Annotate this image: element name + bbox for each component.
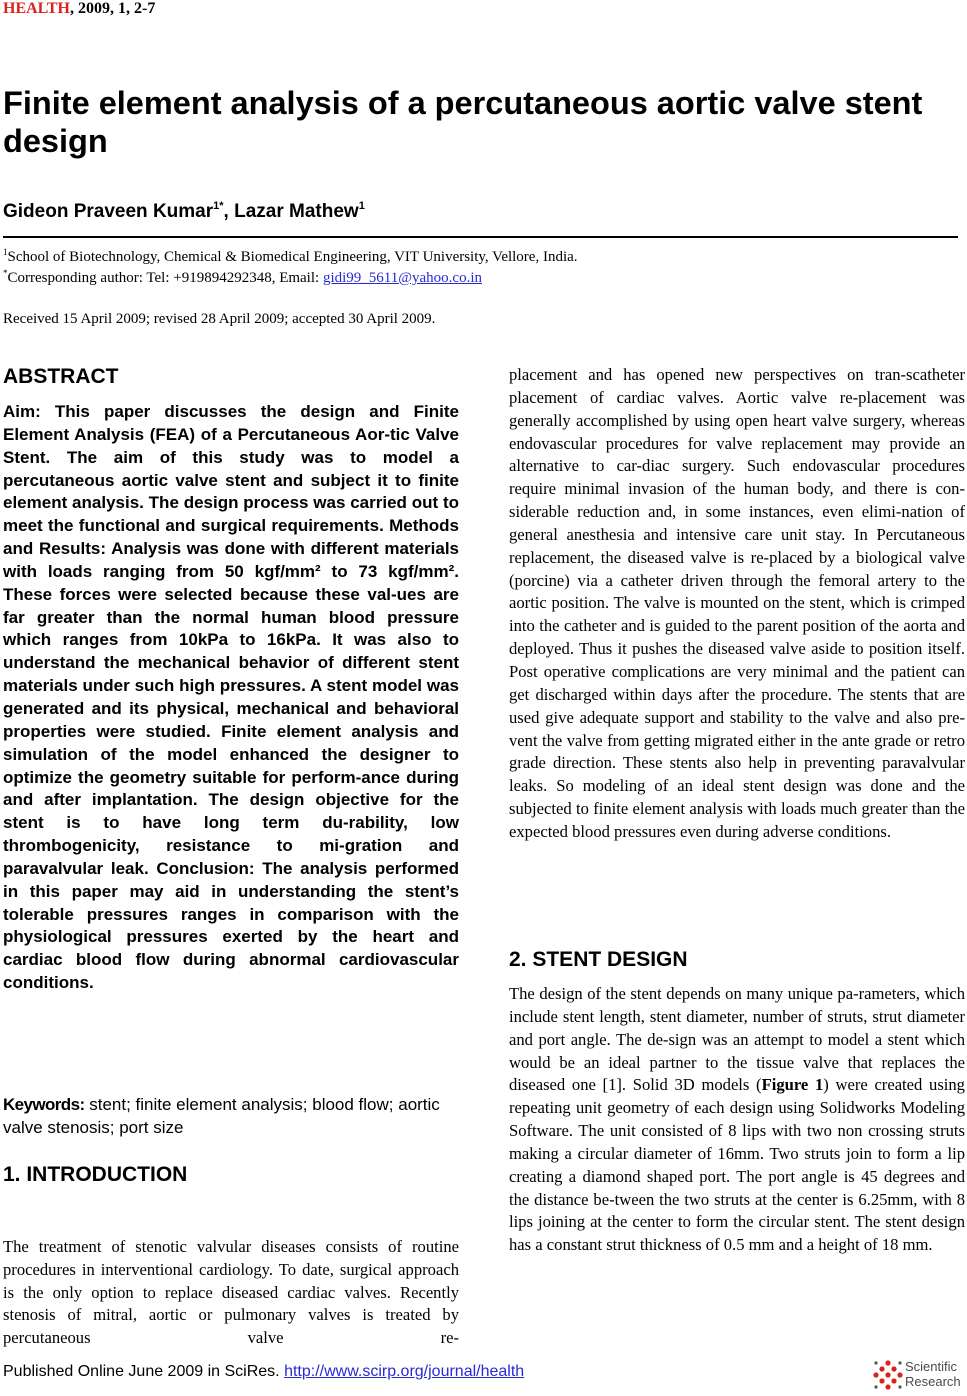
keywords <box>3 1093 459 1139</box>
introduction-text: The treatment of stenotic valvular diseases consists of routine procedures in interventional cardiology. To date, surgical approach is the only option to replace diseased cardiac valves. Recently stenosis of mitral, aortic or pulmonary valves is treated by percutaneous valve re- <box>3 1237 459 1348</box>
stent-design-text-part2: ) were created using repeating unit geometry of each design using Solidworks Modeling Software. The unit consisted of 8 lips with two non crossing struts making a circular diameter of 16mm. Two struts join to form a lip creating a diamond shaped port. The port angle is 45 degrees and the distance be-tween the two struts at the center is 6.25mm, with 8 lips joining at the center to form the circular stent. The stent design has a constant strut thickness of 0.5 mm and a height of 18 mm. <box>509 1075 965 1255</box>
stent-design-text-part1: The design of the stent depends on many unique pa-rameters, which include stent length, stent diameter, number of struts, strut diameter and port angle. The de-sign was an attempt to model a stent which would be an ideal partner to the tissue valve that replaces the diseased one [1]. Solid 3D models ( <box>509 984 965 1095</box>
logo-line-1: Scientific <box>905 1359 958 1374</box>
stent-design-text <box>509 983 965 1257</box>
author-2-affiliation-mark: 1 <box>358 200 365 212</box>
corresponding-mark: * <box>3 268 8 278</box>
received-dates: Received 15 April 2009; revised 28 April 2009; accepted 30 April 2009. <box>3 311 436 327</box>
keywords-text: stent; finite element analysis; blood flow; aortic valve stenosis; port size <box>3 1095 440 1137</box>
author-separator: , <box>223 201 235 222</box>
journal-header <box>3 0 155 18</box>
introduction-heading: 1. INTRODUCTION <box>3 1163 188 1186</box>
affiliation-text: School of Biotechnology, Chemical & Biomedical Engineering, VIT University, Vellore, India. <box>7 249 578 265</box>
footer-text: Published Online June 2009 in SciRes. <box>3 1363 285 1380</box>
keywords-label: Keywords: <box>3 1095 85 1114</box>
paper-title: Finite element analysis of a percutaneous aortic valve stent design <box>3 85 923 159</box>
scientific-research-logo <box>873 1357 965 1393</box>
corresponding-author <box>3 268 482 288</box>
author-2-name: Lazar Mathew <box>234 201 359 222</box>
email-link[interactable]: gidi99_5611@yahoo.co.in <box>322 270 483 286</box>
abstract-heading: ABSTRACT <box>3 365 119 388</box>
journal-url-link[interactable]: http://www.scirp.org/journal/health <box>284 1363 525 1380</box>
corresponding-text: Corresponding author: Tel: +919894292348, Email: <box>7 270 323 286</box>
author-list <box>3 201 365 223</box>
journal-citation: , 2009, 1, 2-7 <box>70 0 156 17</box>
journal-name: HEALTH <box>3 0 70 17</box>
figure-reference[interactable]: Figure 1 <box>761 1075 824 1095</box>
author-1-name: Gideon Praveen Kumar <box>3 201 214 222</box>
abstract-text: Aim: This paper discusses the design and Finite Element Analysis (FEA) of a Percutaneous Aor-tic Valve Stent. The aim of this study was to model a percutaneous aortic valve stent and subject it to finite element analysis. The design process was carried out to meet the functional and surgical requirements. Methods and Results: Analysis was done with different materials with loads ranging from 50 kgf/mm² to 73 kgf/mm². These forces were selected because these val-ues are far greater than the normal human blood pressure which ranges from 10kPa to 16kPa. It was also to understand the mechanical behavior of different stent materials under such high pressures. A stent model was generated and its physical, mechanical and behavioral properties were studied. Finite element analysis and simulation of the model enhanced the designer to optimize the geometry suitable for perform-ance during and after implantation. The design objective for the stent is to have long term du-rability, low thrombogenicity, resistance to mi-gration and paravalvular leak. Conclusion: The analysis performed in this paper may aid in understanding the stent’s tolerable pressures ranges in comparison with the physiological pressures exerted by the heart and cardiac blood flow during abnormal cardiovascular conditions. <box>3 402 459 993</box>
author-1-affiliation-mark: 1* <box>213 200 224 212</box>
affiliation <box>3 247 578 267</box>
logo-text <box>905 1359 961 1389</box>
page-footer <box>3 1363 524 1381</box>
stent-design-heading: 2. STENT DESIGN <box>509 948 688 971</box>
scirp-logo-icon <box>873 1359 903 1393</box>
header-divider <box>3 236 958 238</box>
introduction-continued-text: placement and has opened new perspectives on tran-scatheter placement of cardiac valves. Aortic valve re-placement was generally accomplished by using open heart valve surgery, whereas endovascular procedures for valve replacement may provide an alternative to car-diac surgery. Such endovascular procedures require minimal invasion of the human body, and there is con-siderable reduction and, in some instances, even elimi-nation of general anesthesia and intensive care unit stay. In Percutaneous replacement, the diseased valve is re-placed by a biological valve (porcine) via a catheter driven through the femoral artery to the aortic position. The valve is mounted on the stent, which is crimped into the catheter and is guided to the parent position of the aorta and deployed. Thus it pushes the diseased valve aside to position itself. Post operative complications are very minimal and the patient can get discharged within days after the procedure. The stents that are used give adequate support and stability to the valve and also pre-vent the valve from getting migrated either in the ante grade or retro grade direction. These stents also help in preventing paravalvular leaks. So modeling of an ideal stent design was done and the subjected to finite element analysis with loads much greater than the expected blood pressures even during adverse conditions. <box>509 365 965 841</box>
affiliation-mark: 1 <box>3 247 8 257</box>
logo-line-2: Research <box>905 1374 961 1389</box>
